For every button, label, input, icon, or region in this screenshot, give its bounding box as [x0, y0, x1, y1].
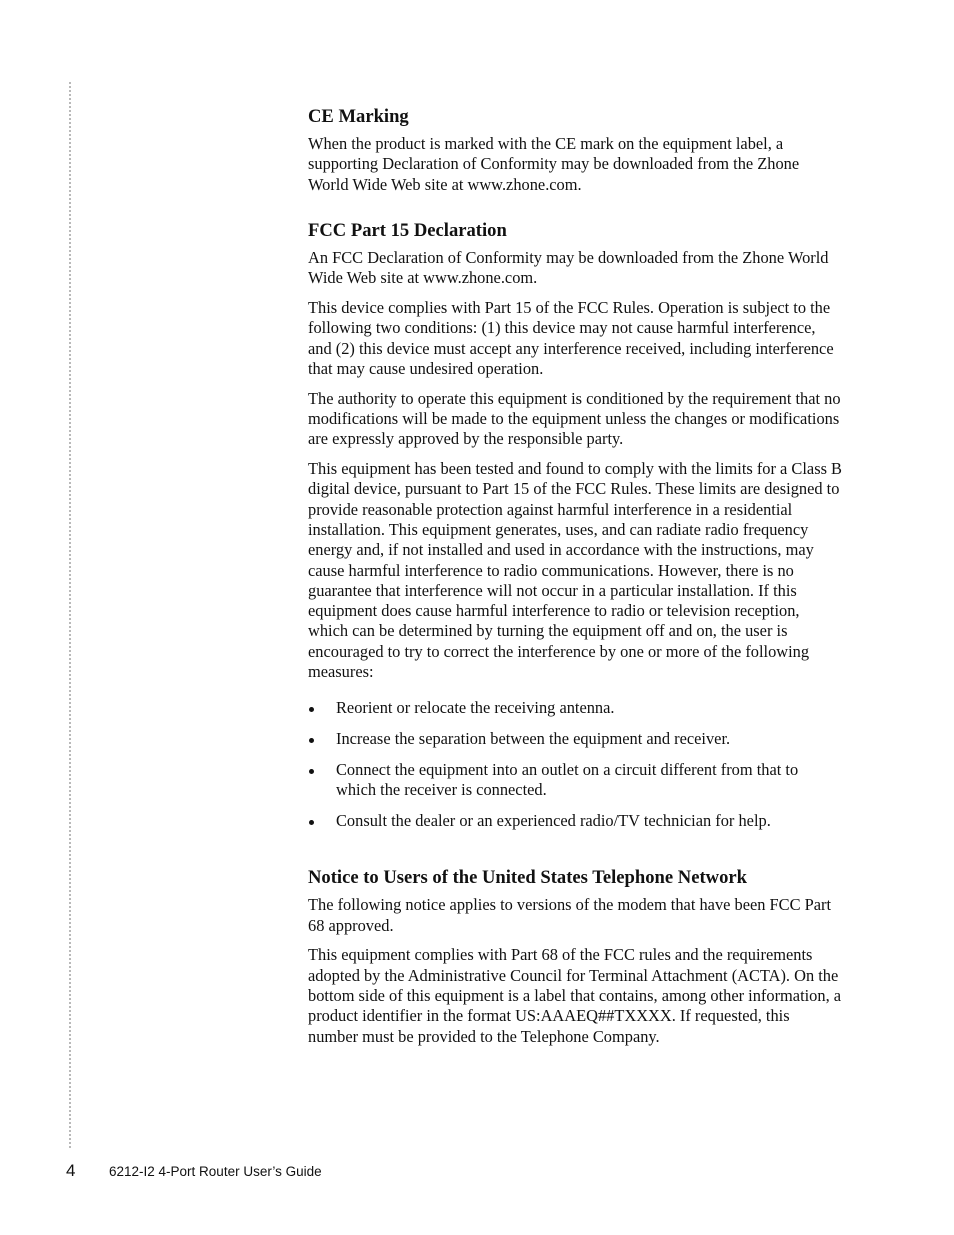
paragraph: This equipment has been tested and found to comply with the limits for a Class B digital device, pursuant to Part 15 of the FCC Rules. These limits are designed to provide reasonable protection against harmful interference in a residential installation. This equipment generates, uses, and can radiate radio frequency energy and, if not installed and used in accordance with the instructions, may cause harmful interference to radio communications. However, there is no guarantee that interference will not occur in a particular installation. If this equipment does cause harmful interference to radio or television reception, which can be determined by turning the equipment off and on, the user is encouraged to try to correct the interference by one or more of the following measures:	[308, 459, 842, 682]
list-item-text: Increase the separation between the equipment and receiver.	[336, 729, 731, 749]
section-heading: FCC Part 15 Declaration	[308, 219, 507, 241]
list-item	[308, 729, 842, 749]
paragraph: This device complies with Part 15 of the FCC Rules. Operation is subject to the following two conditions: (1) this device may not cause harmful interference, and (2) this device must accept any interference received, including interference that may cause undesired operation.	[308, 297, 834, 378]
guide-title: 6212-I2 4-Port Router User’s Guide	[109, 1164, 322, 1179]
section-heading: CE Marking	[308, 106, 409, 127]
bullet-icon	[309, 820, 314, 825]
page-number: 4	[66, 1161, 76, 1180]
list-item	[308, 760, 842, 800]
page-content	[308, 106, 842, 1056]
margin-dotted-rule	[69, 82, 71, 1148]
list-item-text: Connect the equipment into an outlet on a circuit different from that to which the receiver is connected.	[336, 760, 799, 800]
bullet-icon	[309, 769, 314, 774]
section-ce-marking	[308, 106, 842, 195]
paragraph: This equipment complies with Part 68 of the FCC rules and the requirements adopted by the Administrative Council for Terminal Attachment (ACTA). On the bottom side of this equipment is a label that contains, among other information, a product identifier in the format US:AAAEQ##TXXXX. If requested, this number must be provided to the Telephone Company.	[308, 945, 842, 1046]
paragraph: When the product is marked with the CE mark on the equipment label, a supporting Declaration of Conformity may be downloaded from the Zhone World Wide Web site at www.zhone.com.	[308, 134, 800, 194]
list-item	[308, 811, 842, 831]
list-item-text: Consult the dealer or an experienced radio/TV technician for help.	[336, 811, 771, 831]
paragraph: The following notice applies to versions of the modem that have been FCC Part 68 approved.	[308, 895, 832, 935]
section-fcc-part-15	[308, 220, 842, 831]
list-item-text: Reorient or relocate the receiving antenna.	[336, 698, 615, 718]
list-item	[308, 698, 842, 718]
section-telephone-network-notice	[308, 867, 842, 1047]
section-heading: Notice to Users of the United States Telephone Network	[308, 867, 747, 889]
paragraph: An FCC Declaration of Conformity may be downloaded from the Zhone World Wide Web site at www.zhone.com.	[308, 247, 829, 288]
measures-list	[308, 698, 842, 831]
bullet-icon	[309, 707, 314, 712]
bullet-icon	[309, 738, 314, 743]
paragraph: The authority to operate this equipment is conditioned by the requirement that no modifications will be made to the equipment unless the changes or modifications are expressly approved by the responsible party.	[308, 388, 841, 449]
